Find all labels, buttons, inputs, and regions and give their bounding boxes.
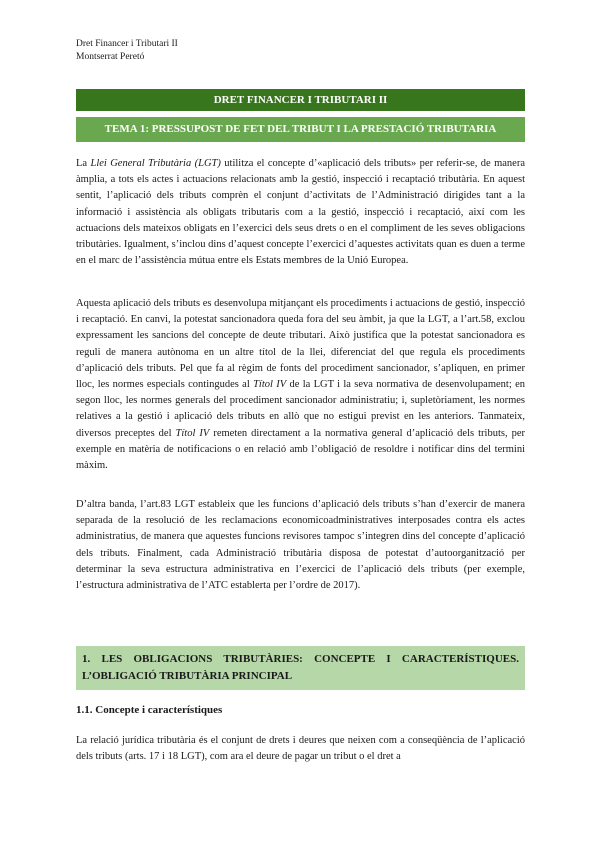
- document-title: DRET FINANCER I TRIBUTARI II: [76, 89, 525, 111]
- title-iv-ref: Títol IV: [253, 379, 287, 391]
- subsection-heading: 1.1. Concepte i característiques: [76, 704, 223, 716]
- header-author: Montserrat Peretó: [76, 52, 145, 62]
- paragraph-2: Aquesta aplicació dels tributs es desenvolupa mitjançant els procediments i actuacions de gestió, inspecció i recaptació. En canvi, la potestat sancionadora queda fora del seu àmbit, ja que la LGT, a l’art.58, exclou expressament les sancions del concepte de deute tributari. Això justifica que la potestat sancionadora es reguli de manera autònoma en un altre títol de la llei, diferenciat del que regula els procediments d’aplicació dels tributs. Pel que fa al règim de fonts del procediment sancionador, s’apliquen, en primer lloc, les normes especials contingudes al Títol IV de la LGT i la seva normativa de desenvolupament; en segon lloc, les normes generals del procediment sancionador administratiu; i, supletòriament, les normes relatives a la gestió i aplicació dels tributs en allò que no estigui previst en les anteriors. Tanmateix, diversos preceptes del Títol IV remeten directament a la normativa general d’aplicació dels tributs, per exemple en matèria de notificacions o en relació amb l’obligació de resoldre i notificar dins del termini màxim.: [76, 298, 525, 472]
- paragraph-4: La relació jurídica tributària és el conjunt de drets i deures que neixen com a conseqüència de l’aplicació dels tributs (arts. 17 i 18 LGT), com ara el deure de pagar un tribut o el dret a: [76, 735, 525, 763]
- running-header: [76, 38, 178, 64]
- law-name: Llei General Tributària (LGT): [90, 158, 221, 169]
- header-subject: Dret Financer i Tributari II: [76, 39, 178, 49]
- paragraph-3: D’altra banda, l’art.83 LGT estableix que les funcions d’aplicació dels tributs s’han d’exercir de manera separada de la resolució de les reclamacions economicoadministratives interposades contra els actes administratius, de manera que aquestes funcions revisores tampoc s’integren dins del concepte d’aplicació dels tributs. Finalment, cada Administració tributària disposa de potestat d’autoorganització per determinar la seva estructura administrativa en l’exercici de l’aplicació dels tributs (per exemple, l’estructura administrativa de l’ATC establerta per l’ordre de 2017).: [76, 499, 525, 592]
- topic-title: TEMA 1: PRESSUPOST DE FET DEL TRIBUT I LA PRESTACIÓ TRIBUTARIA: [76, 117, 525, 142]
- paragraph-1: La Llei General Tributària (LGT) utilitza el concepte d’«aplicació dels tributs» per referir-se, de manera àmplia, a tots els actes i actuacions relacionats amb la gestió, inspecció i recaptació tributària. En aquest sentit, l’aplicació dels tributs comprèn el conjunt d’activitats de l’Administració dirigides tant a la informació i assistència als obligats tributaris com a la gestió, inspecció i recaptació, així com les actuacions dels mateixos obligats en l’exercici dels seus drets o en el compliment de les seves obligacions tributàries. Igualment, s’inclou dins d’aquest concepte l’exercici d’aquestes activitats quan es duen a terme en el marc de l’assistència mútua entre els Estats membres de la Unió Europea.: [76, 158, 525, 267]
- section-heading: 1. LES OBLIGACIONS TRIBUTÀRIES: CONCEPTE I CARACTERÍSTIQUES. L’OBLIGACIÓ TRIBUTÀRIA PRINCIPAL: [76, 646, 525, 690]
- title-iv-ref: Títol IV: [175, 427, 210, 439]
